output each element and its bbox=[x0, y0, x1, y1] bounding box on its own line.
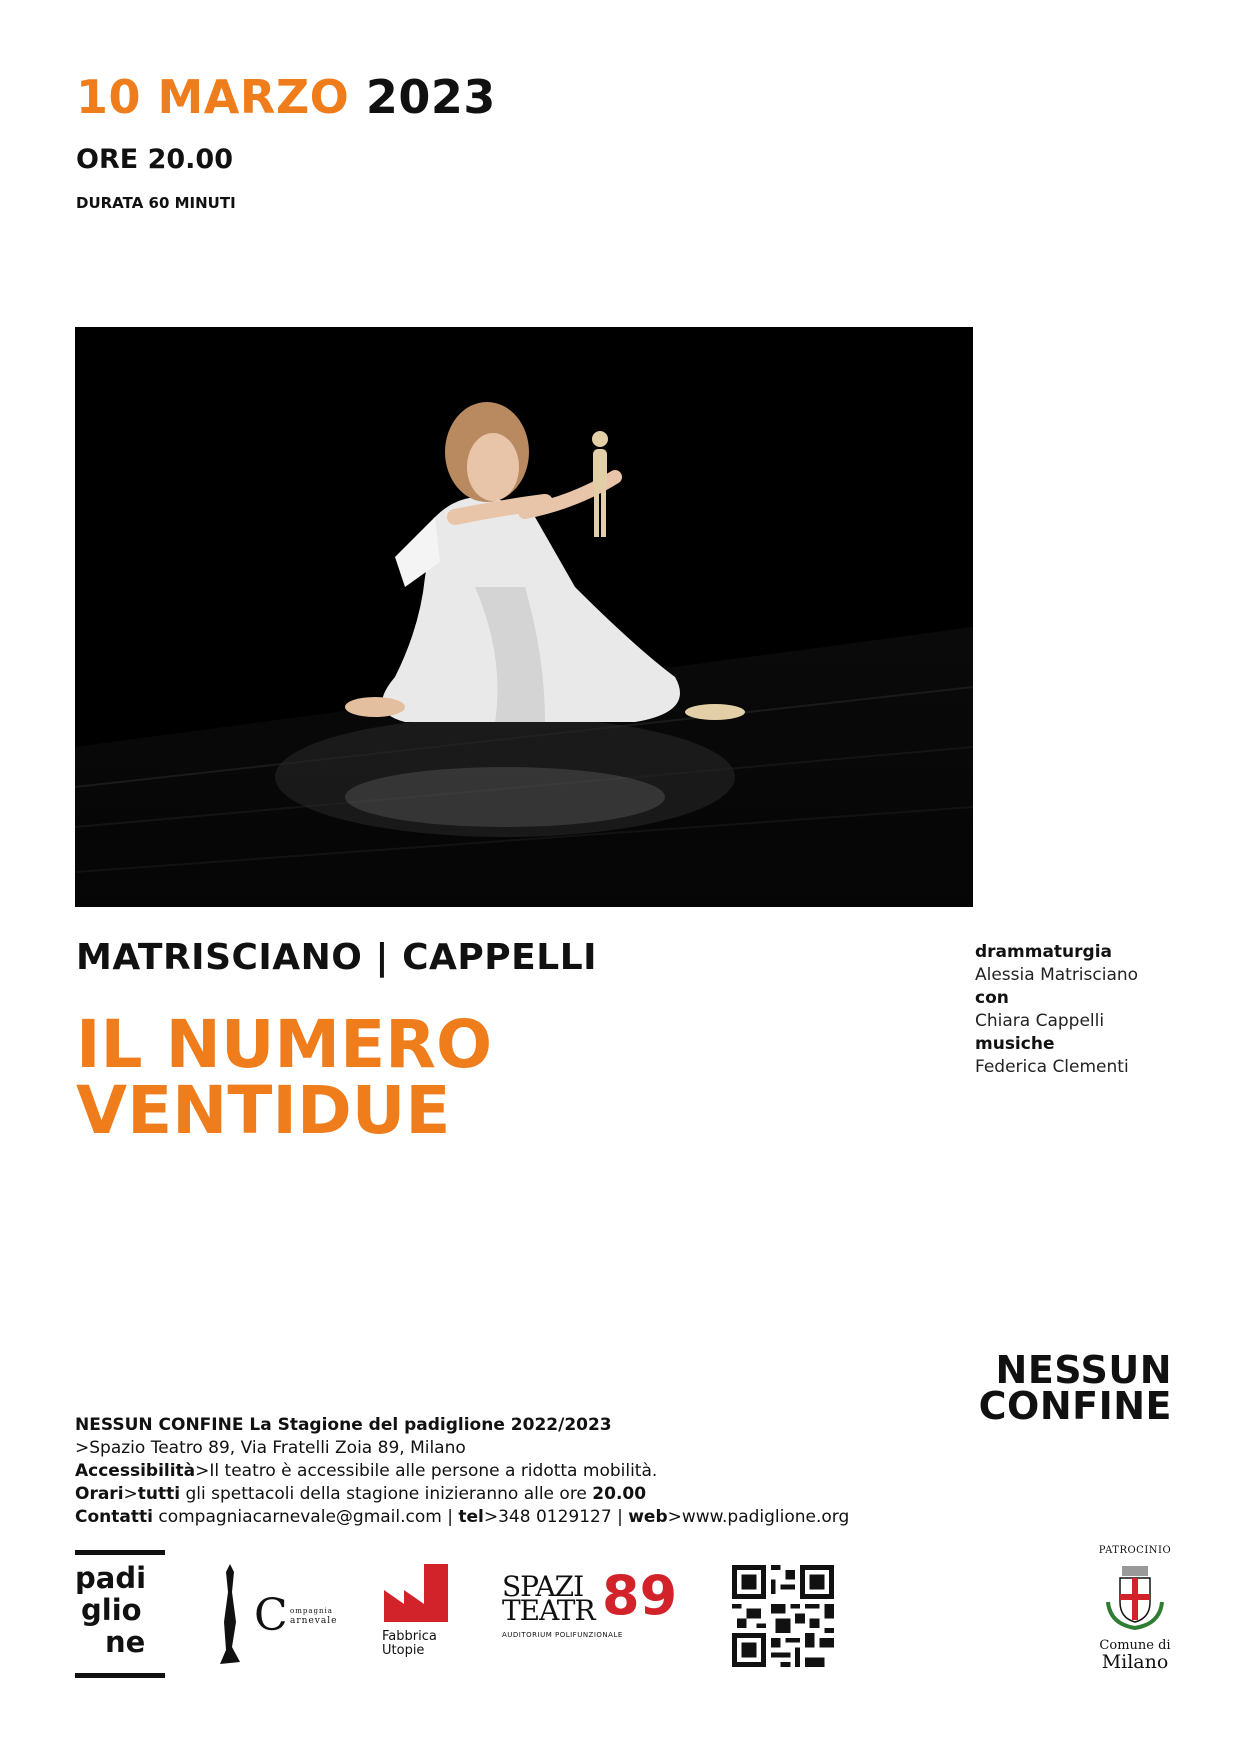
carnevale-line2: arnevale bbox=[290, 1616, 338, 1626]
credit-cast-value: Chiara Cappelli bbox=[975, 1011, 1105, 1031]
credit-dramaturgy-value: Alessia Matrisciano bbox=[975, 965, 1139, 985]
credits bbox=[975, 941, 1138, 1079]
milano-crest-icon bbox=[1100, 1562, 1170, 1632]
tel-value[interactable]: >348 0129127 | bbox=[483, 1507, 629, 1527]
hours-bold: tutti bbox=[137, 1484, 181, 1504]
event-duration: DURATA 60 MINUTI bbox=[76, 194, 236, 212]
tel-label: tel bbox=[458, 1507, 484, 1527]
spazi-line1: SPAZI bbox=[502, 1570, 584, 1603]
factory-icon bbox=[382, 1562, 452, 1632]
patrocinio-label: PATROCINIO bbox=[1098, 1545, 1172, 1556]
spazi-teatro-89-logo bbox=[502, 1564, 682, 1655]
qr-code-icon[interactable] bbox=[732, 1565, 834, 1667]
qr-code-graphic bbox=[732, 1565, 834, 1667]
stage-photo bbox=[75, 327, 973, 907]
info-block bbox=[75, 1414, 849, 1529]
show-title bbox=[76, 1006, 493, 1149]
compagnia-carnevale-logo bbox=[210, 1562, 350, 1682]
hours-line bbox=[75, 1483, 849, 1506]
padiglione-logo-line1: padi bbox=[75, 1561, 147, 1595]
comune-line2: Milano bbox=[1101, 1651, 1169, 1673]
fabbrica-utopie-logo bbox=[382, 1562, 452, 1682]
web-label: web bbox=[628, 1507, 668, 1527]
carnevale-initial: C bbox=[254, 1590, 288, 1641]
credit-cast-label: con bbox=[975, 988, 1009, 1008]
accessibility-line bbox=[75, 1460, 849, 1483]
hours-text: gli spettacoli della stagione inizieranno alle ore bbox=[180, 1484, 593, 1504]
event-year: 2023 bbox=[365, 70, 496, 124]
spazi-line2: TEATR bbox=[502, 1594, 595, 1627]
web-value[interactable]: >www.padiglione.org bbox=[667, 1507, 850, 1527]
padiglione-logo-line2: glio bbox=[81, 1593, 142, 1627]
padiglione-logo bbox=[75, 1550, 165, 1678]
figure-silhouette-icon bbox=[210, 1562, 250, 1672]
credit-music-value: Federica Clementi bbox=[975, 1057, 1129, 1077]
fabbrica-line2: Utopie bbox=[382, 1643, 425, 1658]
hours-separator: > bbox=[123, 1484, 138, 1504]
contacts-email[interactable]: compagniacarnevale@gmail.com | bbox=[152, 1507, 459, 1527]
nessun-confine-logo bbox=[960, 1348, 1172, 1428]
credit-music-label: musiche bbox=[975, 1034, 1055, 1054]
show-authors: MATRISCIANO | CAPPELLI bbox=[76, 937, 598, 978]
accessibility-text: >Il teatro è accessibile alle persone a ridotta mobilità. bbox=[195, 1461, 658, 1481]
comune-milano-logo bbox=[1090, 1545, 1180, 1685]
season-line: NESSUN CONFINE La Stagione del padiglione 2022/2023 bbox=[75, 1415, 612, 1435]
show-title-line1: IL NUMERO bbox=[76, 1006, 493, 1083]
spazi-sub: AUDITORIUM POLIFUNZIONALE bbox=[502, 1631, 623, 1639]
event-time: ORE 20.00 bbox=[76, 144, 233, 175]
event-day-month: 10 MARZO bbox=[76, 70, 350, 124]
nessun-confine-logo-line2: CONFINE bbox=[978, 1384, 1172, 1428]
hours-time: 20.00 bbox=[592, 1484, 647, 1504]
venue-line: >Spazio Teatro 89, Via Fratelli Zoia 89, Milano bbox=[75, 1438, 466, 1458]
stage-performer-photo-icon bbox=[75, 327, 973, 907]
hours-label: Orari bbox=[75, 1484, 124, 1504]
comune-line1: Comune di bbox=[1099, 1638, 1171, 1653]
carnevale-line1: ompagnia bbox=[290, 1607, 333, 1615]
padiglione-logo-line3: ne bbox=[105, 1625, 146, 1659]
spazi-number: 89 bbox=[602, 1564, 678, 1627]
contacts-label: Contatti bbox=[75, 1507, 153, 1527]
fabbrica-line1: Fabbrica bbox=[382, 1629, 437, 1644]
show-title-line2: VENTIDUE bbox=[76, 1072, 451, 1149]
event-date bbox=[76, 70, 496, 124]
accessibility-label: Accessibilità bbox=[75, 1461, 196, 1481]
contacts-line bbox=[75, 1506, 849, 1529]
nessun-confine-logo-line1: NESSUN bbox=[995, 1348, 1172, 1392]
credit-dramaturgy-label: drammaturgia bbox=[975, 942, 1113, 962]
